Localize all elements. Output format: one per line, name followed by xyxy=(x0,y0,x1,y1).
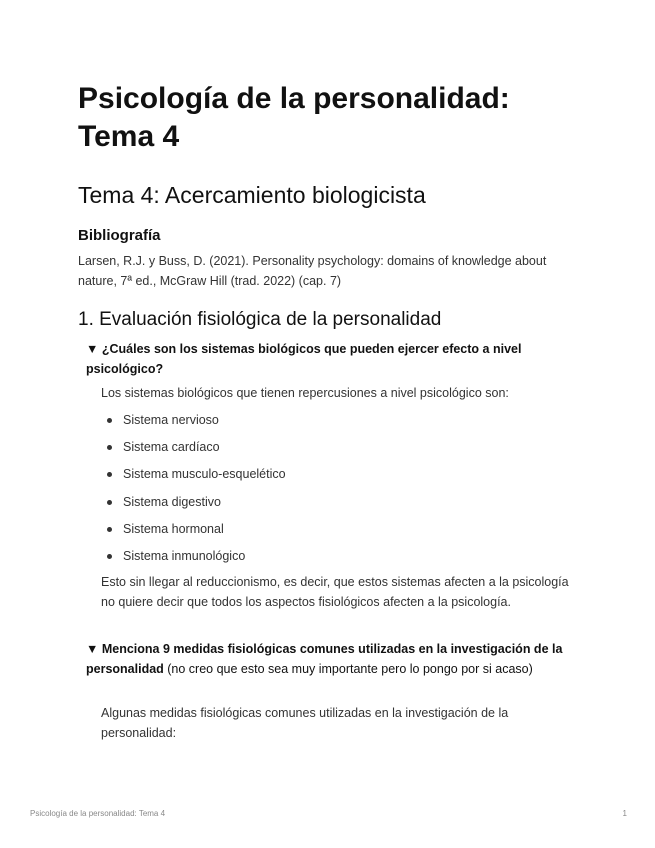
footer-title: Psicología de la personalidad: Tema 4 xyxy=(30,809,166,818)
toggle-question-aside: (no creo que esto sea muy importante pero lo pongo por si acaso) xyxy=(163,661,533,676)
toggle-question-text: Menciona 9 medidas fisiológicas comunes utilizadas en la investigación de la personalidad xyxy=(86,642,563,676)
list-item xyxy=(101,546,501,573)
section-heading: 1. Evaluación fisiológica de la personalidad xyxy=(78,309,442,330)
toggle-question-1[interactable] xyxy=(86,340,576,379)
list-item-text: Sistema hormonal xyxy=(123,521,224,536)
toggle-2-intro: Algunas medidas fisiológicas comunes utilizadas en la investigación de la personalidad: xyxy=(101,706,509,740)
toggle-question-2[interactable] xyxy=(86,640,576,679)
bibliography-heading: Bibliografía xyxy=(78,227,161,244)
list-item xyxy=(101,492,501,519)
page-title: Psicología de la personalidad: Tema 4 xyxy=(78,82,510,153)
toggle-1-note: Esto sin llegar al reduccionismo, es decir, que estos sistemas afecten a la psicología no quiere decir que todos los aspectos fisiológicos afecten a la psicología. xyxy=(101,575,569,609)
list-item xyxy=(101,437,501,464)
toggle-question-text: ¿Cuáles son los sistemas biológicos que pueden ejercer efecto a nivel psicológico? xyxy=(86,342,522,376)
list-item xyxy=(101,410,501,437)
bullet-icon xyxy=(107,445,112,450)
biological-systems-list xyxy=(101,410,501,573)
bibliography-text: Larsen, R.J. y Buss, D. (2021). Personality psychology: domains of knowledge about nature, 7ª ed., McGraw Hill (trad. 2022) (cap. 7) xyxy=(78,254,547,288)
list-item xyxy=(101,464,501,491)
list-item xyxy=(101,519,501,546)
bullet-icon xyxy=(107,527,112,532)
page-number: 1 xyxy=(622,809,627,818)
bullet-icon xyxy=(107,554,112,559)
topic-heading: Tema 4: Acercamiento biologicista xyxy=(78,182,426,208)
toggle-arrow-icon[interactable]: ▼ xyxy=(86,342,102,356)
bullet-icon xyxy=(107,472,112,477)
toggle-arrow-icon[interactable]: ▼ xyxy=(86,642,102,656)
list-item-text: Sistema inmunológico xyxy=(123,548,246,563)
bullet-icon xyxy=(107,418,112,423)
list-item-text: Sistema digestivo xyxy=(123,494,221,509)
toggle-1-intro: Los sistemas biológicos que tienen repercusiones a nivel psicológico son: xyxy=(101,386,509,400)
list-item-text: Sistema nervioso xyxy=(123,413,219,427)
bullet-icon xyxy=(107,500,112,505)
list-item-text: Sistema musculo-esquelético xyxy=(123,467,286,482)
list-item-text: Sistema cardíaco xyxy=(123,440,220,455)
